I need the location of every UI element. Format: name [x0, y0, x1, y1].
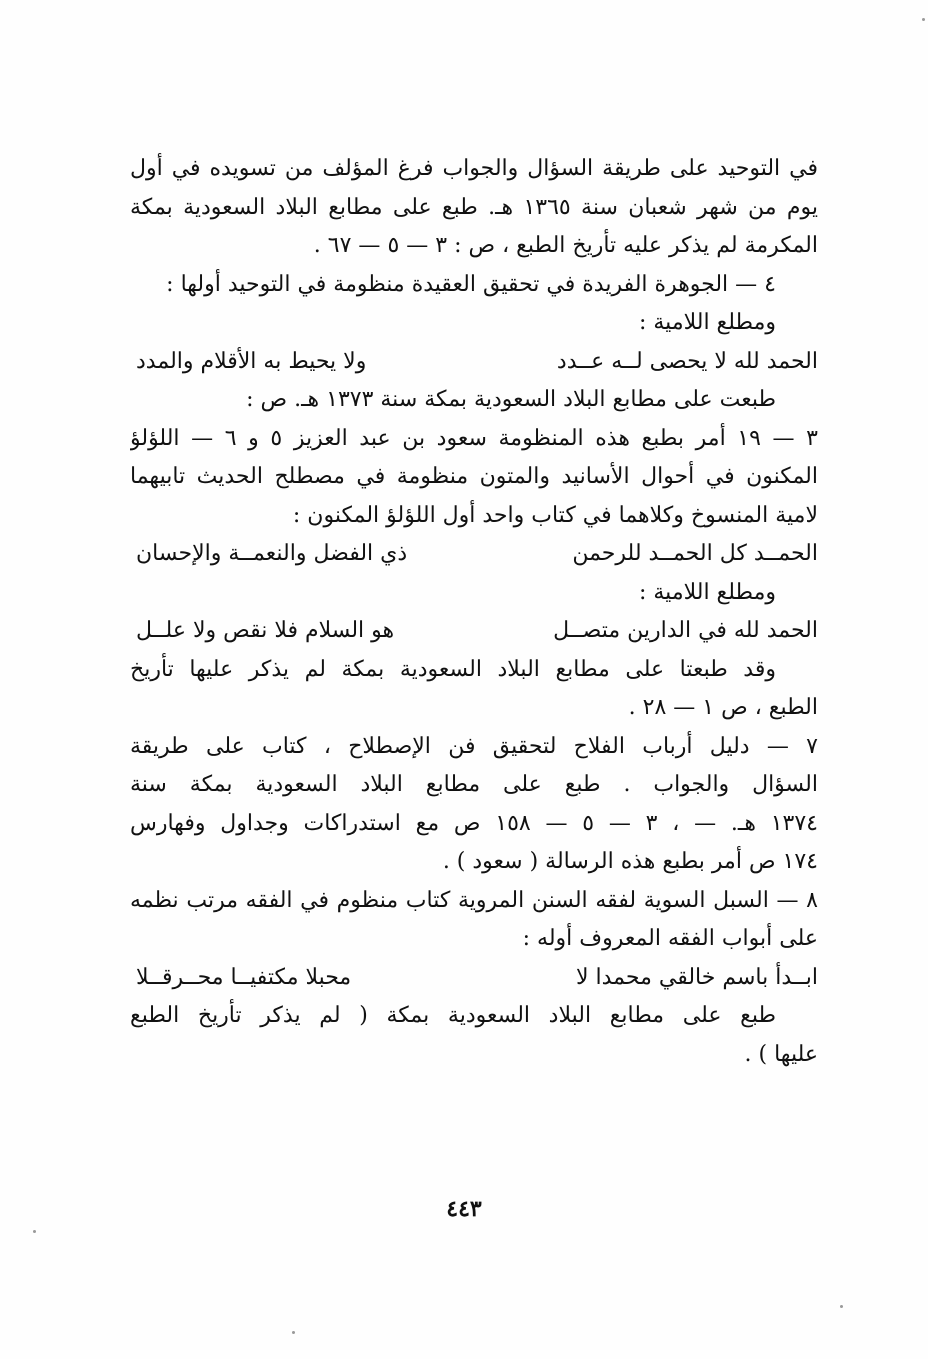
text-line: في التوحيد على طريقة السؤال والجواب فرغ المؤلف من تسويده في أول — [130, 156, 818, 181]
item-heading-8: ٨ — السبل السوية لفقه السنن المروية كتاب منظوم في الفقه مرتب نظمه — [130, 887, 818, 913]
verse-first-hemistich: الحمد لله لا يحصى لــه عــدد — [556, 348, 818, 374]
scan-speck — [33, 1230, 36, 1233]
page-body — [130, 150, 818, 1074]
text-line: ١٣٧٤ هـ. — ، ٣ — ٥ — ١٥٨ ص مع استدراكات وجداول وفهارس — [130, 810, 818, 836]
text-line: ٣ — ١٩ أمر بطبع هذه المنظومة سعود بن عبد العزيز ٥ و ٦ — اللؤلؤ — [130, 425, 818, 451]
scan-speck — [292, 1331, 295, 1334]
text-line: ومطلع اللامية : — [638, 310, 776, 335]
verse-second-hemistich: محبلا مكتفيــا محــرقــلا — [136, 964, 352, 990]
text-line: ١٧٤ ص أمر بطبع هذه الرسالة ( سعود ) . — [442, 849, 818, 874]
text-line: طبعت على مطابع البلاد السعودية بمكة سنة ١٣٧٣ هـ. ص : — [246, 387, 776, 412]
verse-first-hemistich: الحمــد كل الحمــد للرحمن — [572, 541, 818, 566]
verse-first-hemistich: ابــدأ باسم خالقي محمدا لا — [575, 964, 818, 990]
verse-second-hemistich: ولا يحيط به الأقلام والمدد — [136, 348, 367, 374]
poem-verse — [130, 343, 818, 382]
page-number: ٤٤٣ — [446, 1196, 482, 1222]
text-line: طبع على مطابع البلاد السعودية بمكة ( لم يذكر تأريخ الطبع — [130, 1003, 776, 1028]
scan-speck — [922, 18, 925, 21]
verse-second-hemistich: هو السلام فلا نقص ولا علــل — [136, 618, 395, 643]
text-line: المكنون في أحوال الأسانيد والمتون منظومة في مصطلح الحديث تابيهما — [130, 464, 818, 489]
poem-verse — [130, 612, 818, 651]
verse-second-hemistich: ذي الفضل والنعمــة والإحسان — [136, 541, 408, 566]
text-line: وقد طبعتا على مطابع البلاد السعودية بمكة لم يذكر عليها تأريخ — [130, 656, 776, 682]
poem-verse — [130, 959, 818, 998]
text-line: عليها ) . — [744, 1041, 818, 1067]
text-line: لامية المنسوخ وكلاهما في كتاب واحد أول اللؤلؤ المكنون : — [292, 502, 818, 528]
text-line: السؤال والجواب . طبع على مطابع البلاد السعودية بمكة سنة — [130, 772, 818, 797]
text-line: المكرمة لم يذكر عليه تأريخ الطبع ، ص : ٣ — ٥ — ٦٧ . — [313, 233, 818, 258]
verse-first-hemistich: الحمد لله في الدارين متصــل — [553, 618, 818, 643]
scan-speck — [840, 1305, 843, 1308]
item-heading-7: ٧ — دليل أرباب الفلاح لتحقيق فن الإصطلاح ، كتاب على طريقة — [130, 733, 818, 759]
text-line: على أبواب الفقه المعروف أوله : — [522, 926, 818, 951]
item-heading-4: ٤ — الجوهرة الفريدة في تحقيق العقيدة منظومة في التوحيد أولها : — [166, 271, 776, 297]
poem-verse — [130, 535, 818, 574]
text-line: الطبع ، ص ١ — ٢٨ . — [628, 695, 818, 720]
text-line: يوم من شهر شعبان سنة ١٣٦٥ هـ. طبع على مطابع البلاد السعودية بمكة — [130, 194, 818, 220]
text-line: ومطلع اللامية : — [638, 579, 776, 605]
